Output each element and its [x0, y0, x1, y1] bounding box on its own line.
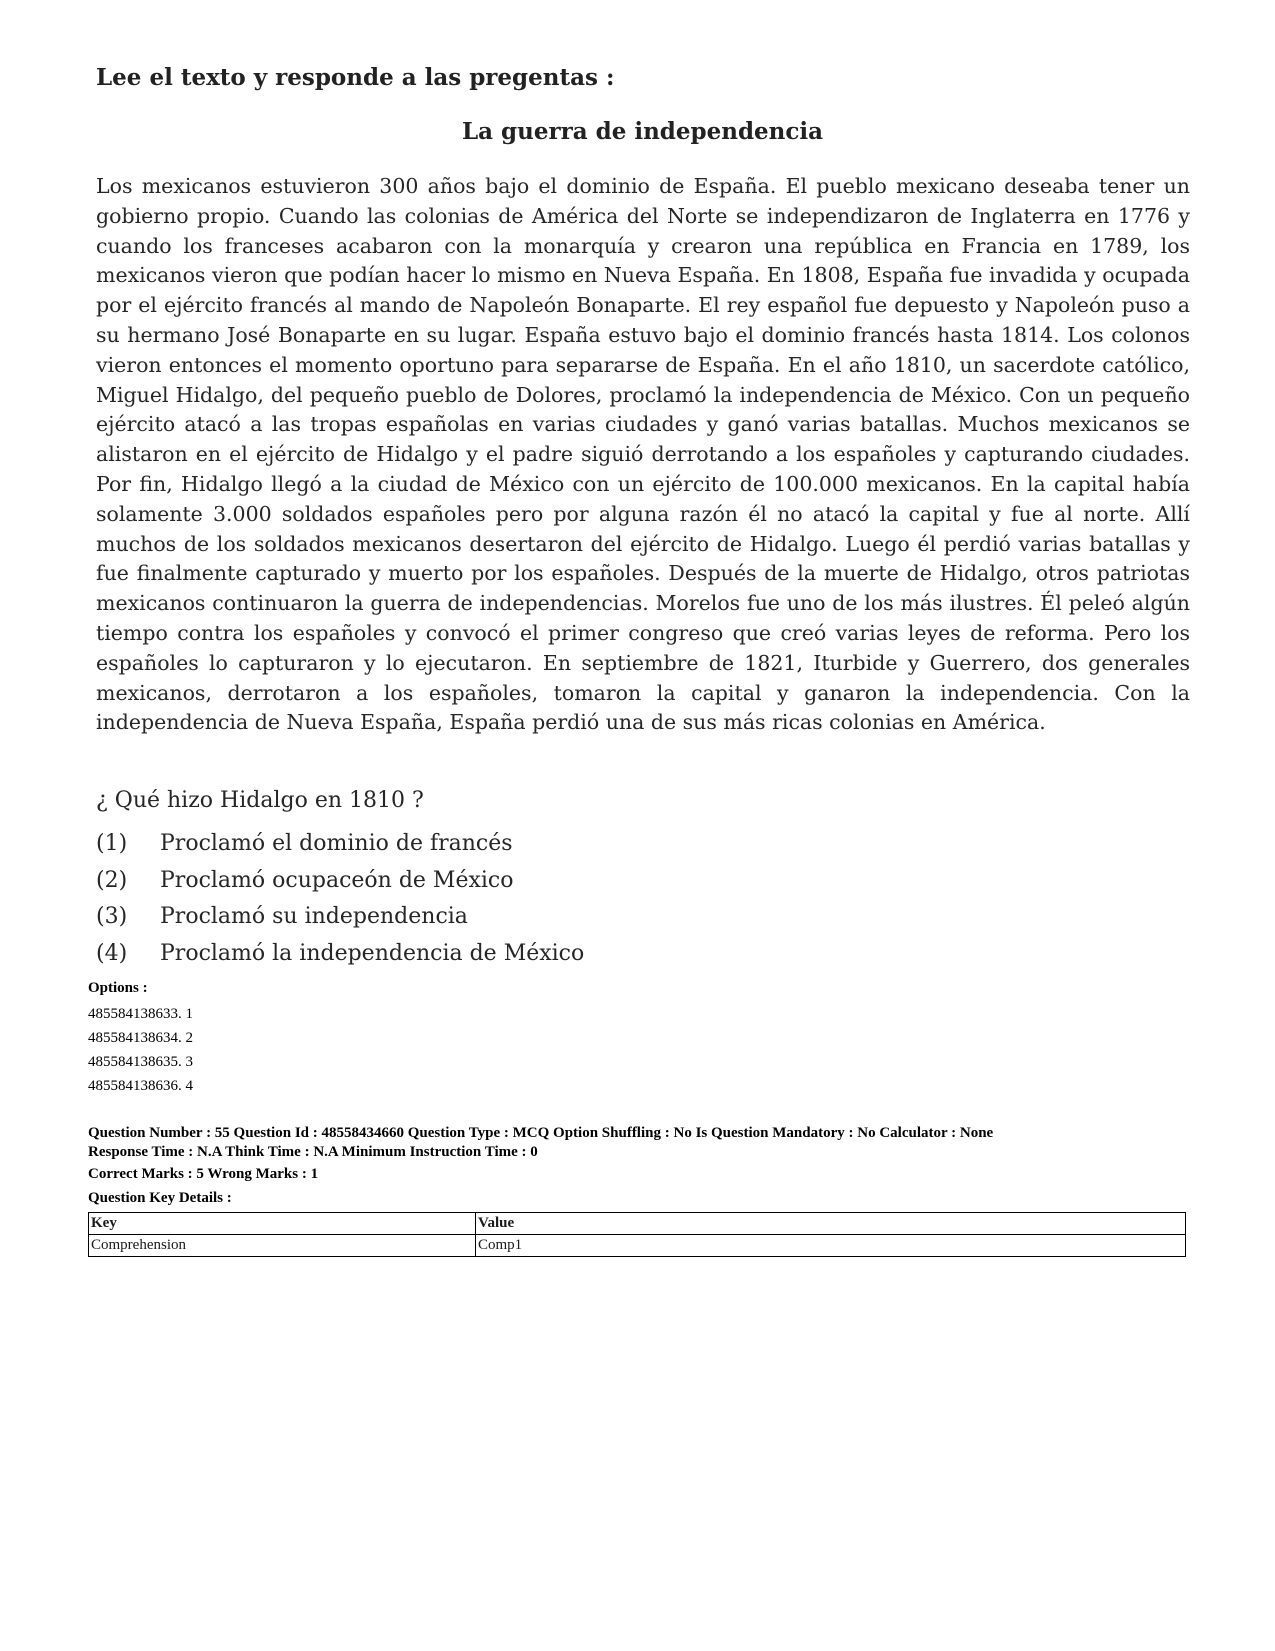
marks-info: Correct Marks : 5 Wrong Marks : 1	[88, 1166, 319, 1182]
options-label: Options :	[88, 980, 148, 996]
option-item: 485584138633. 1	[88, 1006, 193, 1022]
passage-title: La guerra de independencia	[461, 118, 824, 145]
choice-text: Proclamó su independencia	[160, 904, 468, 929]
key-details-table	[88, 1212, 1186, 1257]
table-header-value: Value	[476, 1213, 1186, 1235]
choice-text: Proclamó el dominio de francés	[160, 831, 513, 856]
option-item: 485584138636. 4	[88, 1078, 193, 1094]
question-info	[88, 1124, 1198, 1162]
table-cell-value: Comp1	[476, 1235, 1186, 1257]
question-info-line: Question Number : 55 Question Id : 48558434660 Question Type : MCQ Option Shuffling : No Is Question Mandatory : No Calculator : None	[88, 1125, 994, 1141]
choice-number: (2)	[96, 867, 128, 893]
answer-choice-4	[96, 936, 584, 973]
instruction-heading: Lee el texto y responde a las pregentas :	[96, 64, 615, 91]
choice-number: (1)	[96, 831, 128, 856]
table-header-row	[89, 1213, 1186, 1235]
answer-choice-3	[96, 899, 584, 936]
choice-number: (4)	[96, 940, 128, 966]
choice-text: Proclamó ocupaceón de México	[160, 867, 514, 893]
table-header-key: Key	[89, 1213, 476, 1235]
question-text: ¿ Qué hizo Hidalgo en 1810 ?	[96, 788, 424, 813]
options-list	[88, 1002, 193, 1098]
key-details-label: Question Key Details :	[88, 1190, 232, 1206]
reading-passage: Los mexicanos estuvieron 300 años bajo el dominio de España. El pueblo mexicano deseaba tener un gobierno propio. Cuando las colonias de América del Norte se independizaron de Inglaterra en 1776 y cuando los franceses acabaron con la monarquía y crearon una república en Francia en 1789, los mexicanos vieron que podían hacer lo mismo en Nueva España. En 1808, España fue invadida y ocupada por el ejército francés al mando de Napoleón Bonaparte. El rey español fue depuesto y Napoleón puso a su hermano José Bonaparte en su lugar. España estuvo bajo el dominio francés hasta 1814. Los colonos vieron entonces el momento oportuno para separarse de España. En el año 1810, un sacerdote católico, Miguel Hidalgo, del pequeño pueblo de Dolores, proclamó la independencia de México. Con un pequeño ejército atacó a las tropas españolas en varias ciudades y ganó varias batallas. Muchos mexicanos se alistaron en el ejército de Hidalgo y el padre siguió derrotando a los españoles y capturando ciudades. Por fin, Hidalgo llegó a la ciudad de México con un ejército de 100.000 mexicanos. En la capital había solamente 3.000 soldados españoles pero por alguna razón él no atacó la capital y fue al norte. Allí muchos de los soldados mexicanos desertaron del ejército de Hidalgo. Luego él perdió varias batallas y fue finalmente capturado y muerto por los españoles. Después de la muerte de Hidalgo, otros patriotas mexicanos continuaron la guerra de independencias. Morelos fue uno de los más ilustres. Él peleó algún tiempo contra los españoles y convocó el primer congreso que creó varias leyes de reforma. Pero los españoles lo capturaron y lo ejecutaron. En septiembre de 1821, Iturbide y Guerrero, dos generales mexicanos, derrotaron a los españoles, tomaron la capital y ganaron la independencia. Con la independencia de Nueva España, España perdió una de sus más ricas colonias en América.	[96, 174, 1190, 735]
answer-choice-2	[96, 863, 584, 900]
option-item: 485584138634. 2	[88, 1030, 193, 1046]
choice-text: Proclamó la independencia de México	[160, 940, 585, 966]
table-cell-key: Comprehension	[89, 1235, 476, 1257]
choice-number: (3)	[96, 904, 128, 929]
question-info-line: Response Time : N.A Think Time : N.A Minimum Instruction Time : 0	[88, 1144, 538, 1160]
option-item: 485584138635. 3	[88, 1054, 193, 1070]
answer-choices	[96, 826, 584, 972]
table-row	[89, 1235, 1186, 1257]
answer-choice-1	[96, 826, 584, 863]
